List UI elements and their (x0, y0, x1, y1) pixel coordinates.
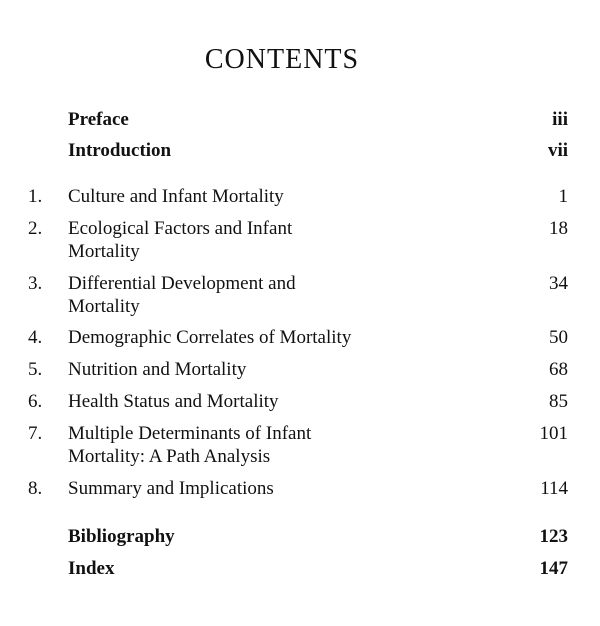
toc-entry-page: 34 (549, 273, 568, 294)
toc-entry-number: 5. (28, 359, 43, 380)
toc-entry-page: 1 (558, 186, 568, 207)
toc-entry-number: 2. (28, 218, 43, 239)
toc-entry-number: 4. (28, 327, 43, 348)
toc-entry-label: Summary and Implications (68, 478, 274, 499)
toc-entry-label: Multiple Determinants of Infant Mortality: A Path Analysis (68, 423, 312, 467)
toc-entry-label: Ecological Factors and Infant Mortality (68, 218, 293, 262)
toc-entry-page: 101 (539, 423, 568, 444)
toc-entry-page: 18 (549, 218, 568, 239)
toc-entry-label: Health Status and Mortality (68, 391, 279, 412)
toc-entry-label: Culture and Infant Mortality (68, 186, 284, 207)
toc-entry-label: Bibliography (68, 526, 175, 547)
toc-entry-label: Nutrition and Mortality (68, 359, 247, 380)
toc-entry-number: 6. (28, 391, 43, 412)
toc-entry-number: 8. (28, 478, 43, 499)
toc-entry-page: 147 (539, 558, 568, 579)
toc-entry-label: Index (68, 558, 115, 579)
toc-entry-number: 7. (28, 423, 43, 444)
toc-entry-page: iii (552, 109, 568, 130)
toc-entry-label: Introduction (68, 140, 172, 161)
toc-entry-page: 114 (540, 478, 568, 499)
toc-entry-label: Demographic Correlates of Mortality (68, 327, 352, 348)
toc-entry-page: 85 (549, 391, 568, 412)
toc-entry-number: 1. (28, 186, 43, 207)
toc-entry-page: 123 (539, 526, 568, 547)
toc-entry-page: vii (547, 140, 568, 161)
toc-entry-number: 3. (28, 273, 43, 294)
toc-entry-page: 68 (549, 359, 568, 380)
toc-entry-label: Differential Development and Mortality (68, 273, 296, 317)
page-title: CONTENTS (204, 44, 360, 75)
toc-entry-label: Preface (68, 109, 129, 130)
toc-entry-page: 50 (549, 327, 568, 348)
